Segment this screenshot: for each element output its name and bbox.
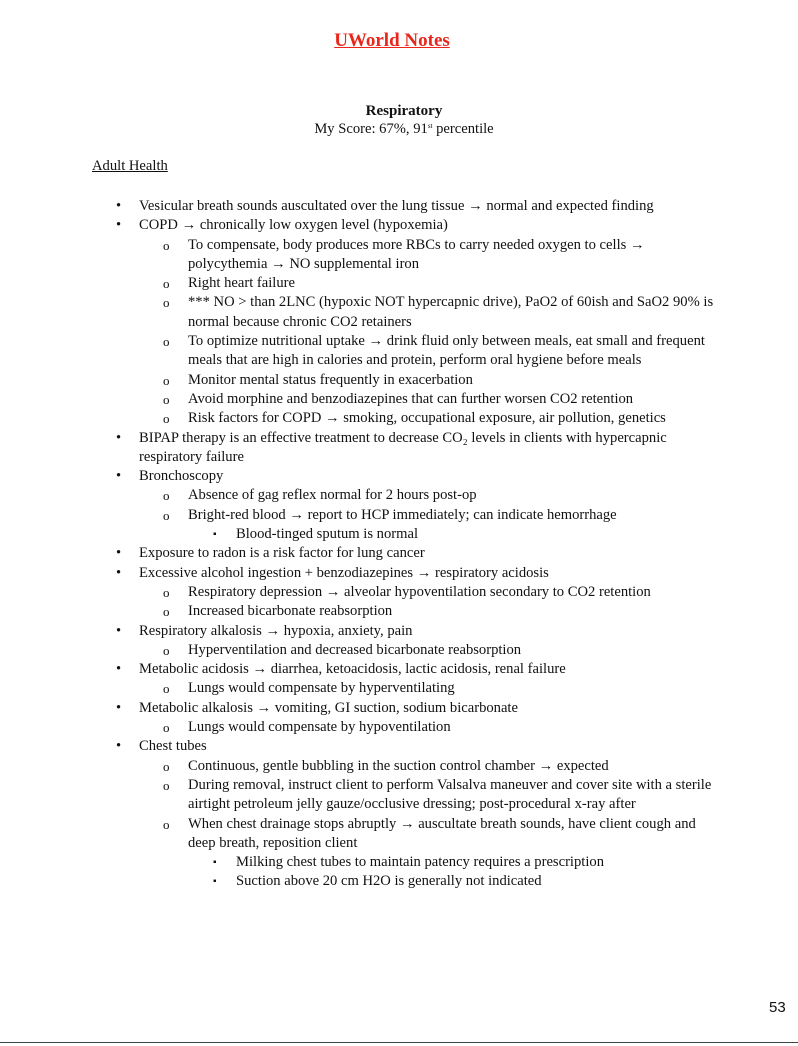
score-suffix: percentile (432, 121, 494, 137)
bullet-marker: • (116, 661, 122, 678)
bullet-marker: • (116, 564, 122, 581)
note-item-level-2 (0, 332, 798, 371)
note-text: Lungs would compensate by hypoventilation (188, 719, 451, 736)
note-text: Respiratory alkalosis → hypoxia, anxiety, pain (139, 622, 413, 639)
note-item-level-2 (0, 583, 798, 602)
note-item-level-2 (0, 236, 798, 275)
bullet-marker: o (163, 237, 170, 253)
bullet-marker: ▪ (213, 529, 217, 541)
section-title: Respiratory (365, 103, 443, 119)
note-item-level-2 (0, 602, 798, 621)
note-text: Milking chest tubes to maintain patency requires a prescription (236, 854, 604, 871)
bullet-marker: • (116, 738, 122, 755)
bullet-marker: o (163, 488, 170, 504)
note-text: Monitor mental status frequently in exacerbation (188, 371, 473, 388)
note-text: Hyperventilation and decreased bicarbonate reabsorption (188, 641, 522, 658)
note-text: When chest drainage stops abruptly → auscultate breath sounds, have client cough and deep breath, reposition client (188, 815, 696, 851)
note-text: Suction above 20 cm H2O is generally not indicated (236, 873, 542, 890)
page-number: 53 (769, 999, 786, 1016)
score-text: My Score: 67%, 91 (314, 121, 428, 137)
note-item-level-1 (0, 429, 798, 468)
note-item-level-1 (0, 622, 798, 641)
note-text: Lungs would compensate by hyperventilating (188, 680, 455, 697)
note-text: Risk factors for COPD → smoking, occupational exposure, air pollution, genetics (188, 410, 666, 427)
bullet-marker: o (163, 295, 170, 311)
bullet-marker: o (163, 507, 170, 523)
note-text: To optimize nutritional uptake → drink fluid only between meals, eat small and frequent meals that are high in calories and protein, perform oral hygiene before meals (188, 333, 705, 369)
note-item-level-2 (0, 486, 798, 505)
note-item-level-1 (0, 467, 798, 486)
bullet-marker: • (116, 468, 122, 485)
note-item-level-3 (0, 525, 798, 544)
bullet-marker: • (116, 217, 122, 234)
note-item-level-3 (0, 853, 798, 872)
note-item-level-1 (0, 699, 798, 718)
bullet-marker: o (163, 720, 170, 736)
note-item-level-2 (0, 390, 798, 409)
note-text: Exposure to radon is a risk factor for lung cancer (139, 545, 425, 562)
bullet-marker: o (163, 758, 170, 774)
note-item-level-1 (0, 737, 798, 756)
note-text: Metabolic alkalosis → vomiting, GI suction, sodium bicarbonate (139, 699, 518, 716)
bullet-marker: • (116, 622, 122, 639)
note-item-level-2 (0, 757, 798, 776)
notes-list (0, 197, 798, 892)
bullet-marker: o (163, 584, 170, 600)
bullet-marker: • (116, 198, 122, 214)
bullet-marker: o (163, 372, 170, 388)
bullet-marker: ▪ (213, 857, 217, 869)
bullet-marker: o (163, 642, 170, 658)
bullet-marker: • (116, 699, 122, 716)
document-title: UWorld Notes (334, 30, 450, 51)
note-text: Bronchoscopy (139, 468, 224, 485)
note-text: Metabolic acidosis → diarrhea, ketoacidosis, lactic acidosis, renal failure (139, 661, 566, 678)
note-item-level-1 (0, 564, 798, 583)
note-text: COPD → chronically low oxygen level (hypoxemia) (139, 217, 448, 234)
note-item-level-2 (0, 293, 798, 332)
bullet-marker: • (116, 429, 122, 446)
note-text: Respiratory depression → alveolar hypoventilation secondary to CO2 retention (188, 583, 651, 600)
note-item-level-1 (0, 660, 798, 679)
score-ordinal: st (427, 122, 433, 130)
note-item-level-2 (0, 409, 798, 428)
note-item-level-2 (0, 776, 798, 815)
bullet-marker: o (163, 276, 170, 292)
bottom-rule (0, 1042, 798, 1043)
note-item-level-1 (0, 544, 798, 563)
note-text: Bright-red blood → report to HCP immediately; can indicate hemorrhage (188, 506, 617, 523)
note-text: Right heart failure (188, 275, 295, 292)
bullet-marker: • (116, 545, 122, 562)
bullet-marker: o (163, 391, 170, 407)
note-item-level-2 (0, 506, 798, 525)
bullet-marker: o (163, 411, 170, 427)
note-item-level-2 (0, 718, 798, 737)
note-text: Vesicular breath sounds auscultated over the lung tissue → normal and expected finding (139, 198, 654, 214)
note-item-level-2 (0, 371, 798, 390)
bullet-marker: o (163, 681, 170, 697)
note-item-level-1 (0, 216, 798, 235)
note-text: To compensate, body produces more RBCs to carry needed oxygen to cells → polycythemia → NO supplemental iron (188, 236, 645, 272)
note-text: Excessive alcohol ingestion + benzodiazepines → respiratory acidosis (139, 564, 549, 581)
note-item-level-2 (0, 641, 798, 660)
note-text: Absence of gag reflex normal for 2 hours post-op (188, 487, 477, 504)
note-item-level-2 (0, 679, 798, 698)
note-text: Chest tubes (139, 738, 207, 755)
subheading-adult-health: Adult Health (92, 158, 168, 174)
note-text: During removal, instruct client to perform Valsalva maneuver and cover site with a sterile airtight petroleum jelly gauze/occlusive dressing; post-procedural x-ray after (188, 776, 712, 813)
note-item-level-1 (0, 197, 798, 216)
note-item-level-3 (0, 872, 798, 891)
note-text: Blood-tinged sputum is normal (236, 526, 419, 543)
note-text: Increased bicarbonate reabsorption (188, 603, 393, 620)
bullet-marker: o (163, 334, 170, 350)
bullet-marker: o (163, 777, 170, 793)
note-item-level-2 (0, 815, 798, 854)
note-text: Avoid morphine and benzodiazepines that can further worsen CO2 retention (188, 390, 634, 407)
note-item-level-2 (0, 274, 798, 293)
note-text: Continuous, gentle bubbling in the suction control chamber → expected (188, 757, 609, 774)
note-text: *** NO > than 2LNC (hypoxic NOT hypercapnic drive), PaO2 of 60ish and SaO2 90% is normal because chronic CO2 retainers (188, 294, 714, 330)
bullet-marker: ▪ (213, 876, 217, 888)
score-line (0, 121, 798, 138)
note-text: BIPAP therapy is an effective treatment to decrease CO₂ levels in clients with hypercapnic respiratory failure (139, 429, 667, 465)
bullet-marker: o (163, 816, 170, 832)
bullet-marker: o (163, 604, 170, 620)
